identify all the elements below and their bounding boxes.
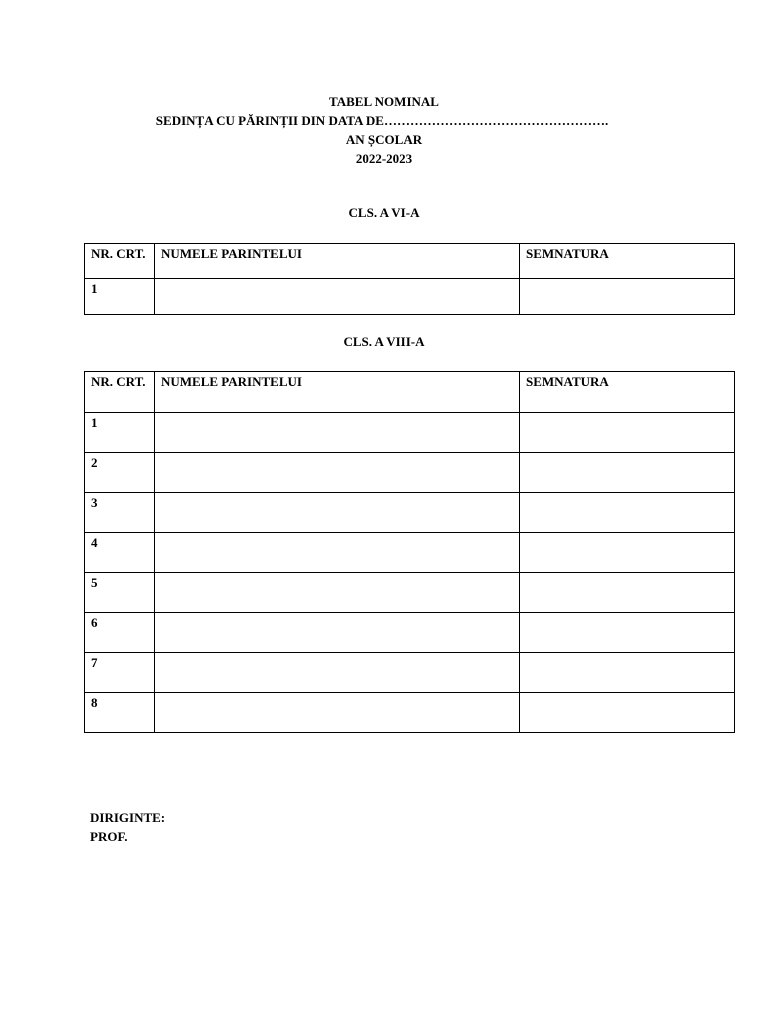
document-footer bbox=[90, 808, 165, 846]
document-title: TABEL NOMINAL bbox=[329, 94, 439, 109]
signature-cell[interactable] bbox=[520, 613, 735, 653]
diriginte-label: DIRIGINTE: bbox=[90, 810, 166, 825]
table-header-row bbox=[85, 244, 735, 279]
document-header bbox=[0, 92, 768, 168]
table-header-row bbox=[85, 372, 735, 413]
table-row bbox=[85, 653, 735, 693]
meeting-date-line: SEDINȚA CU PĂRINȚII DIN DATA DE……………………………………………. bbox=[155, 113, 609, 128]
signature-cell[interactable] bbox=[520, 693, 735, 733]
column-header-signature: SEMNATURA bbox=[520, 244, 735, 279]
column-header-name: NUMELE PARINTELUI bbox=[155, 244, 520, 279]
row-number: 3 bbox=[85, 493, 155, 533]
parent-name-cell[interactable] bbox=[155, 693, 520, 733]
row-number: 2 bbox=[85, 453, 155, 493]
table-row bbox=[85, 493, 735, 533]
row-number: 1 bbox=[85, 413, 155, 453]
row-number: 1 bbox=[85, 279, 155, 315]
class-vi-title: CLS. A VI-A bbox=[348, 205, 420, 220]
signature-cell[interactable] bbox=[520, 279, 735, 315]
parent-name-cell[interactable] bbox=[155, 493, 520, 533]
row-number: 7 bbox=[85, 653, 155, 693]
row-number: 4 bbox=[85, 533, 155, 573]
column-header-name: NUMELE PARINTELUI bbox=[155, 372, 520, 413]
row-number: 5 bbox=[85, 573, 155, 613]
row-number: 8 bbox=[85, 693, 155, 733]
parent-name-cell[interactable] bbox=[155, 533, 520, 573]
prof-label: PROF. bbox=[90, 829, 128, 844]
class-viii-table bbox=[84, 371, 735, 733]
class-vi-table bbox=[84, 243, 735, 315]
signature-cell[interactable] bbox=[520, 413, 735, 453]
parent-name-cell[interactable] bbox=[155, 653, 520, 693]
parent-name-cell[interactable] bbox=[155, 613, 520, 653]
class-viii-title: CLS. A VIII-A bbox=[343, 334, 425, 349]
parent-name-cell[interactable] bbox=[155, 453, 520, 493]
signature-cell[interactable] bbox=[520, 493, 735, 533]
column-header-nr: NR. CRT. bbox=[85, 244, 155, 279]
row-number: 6 bbox=[85, 613, 155, 653]
signature-cell[interactable] bbox=[520, 453, 735, 493]
parent-name-cell[interactable] bbox=[155, 573, 520, 613]
signature-cell[interactable] bbox=[520, 653, 735, 693]
school-year: 2022-2023 bbox=[355, 151, 413, 166]
parent-name-cell[interactable] bbox=[155, 279, 520, 315]
table-row bbox=[85, 573, 735, 613]
signature-cell[interactable] bbox=[520, 573, 735, 613]
table-row bbox=[85, 693, 735, 733]
column-header-nr: NR. CRT. bbox=[85, 372, 155, 413]
school-year-label: AN ȘCOLAR bbox=[345, 132, 423, 147]
column-header-signature: SEMNATURA bbox=[520, 372, 735, 413]
table-row bbox=[85, 613, 735, 653]
table-row bbox=[85, 413, 735, 453]
table-row bbox=[85, 533, 735, 573]
parent-name-cell[interactable] bbox=[155, 413, 520, 453]
table-row bbox=[85, 453, 735, 493]
table-row bbox=[85, 279, 735, 315]
signature-cell[interactable] bbox=[520, 533, 735, 573]
